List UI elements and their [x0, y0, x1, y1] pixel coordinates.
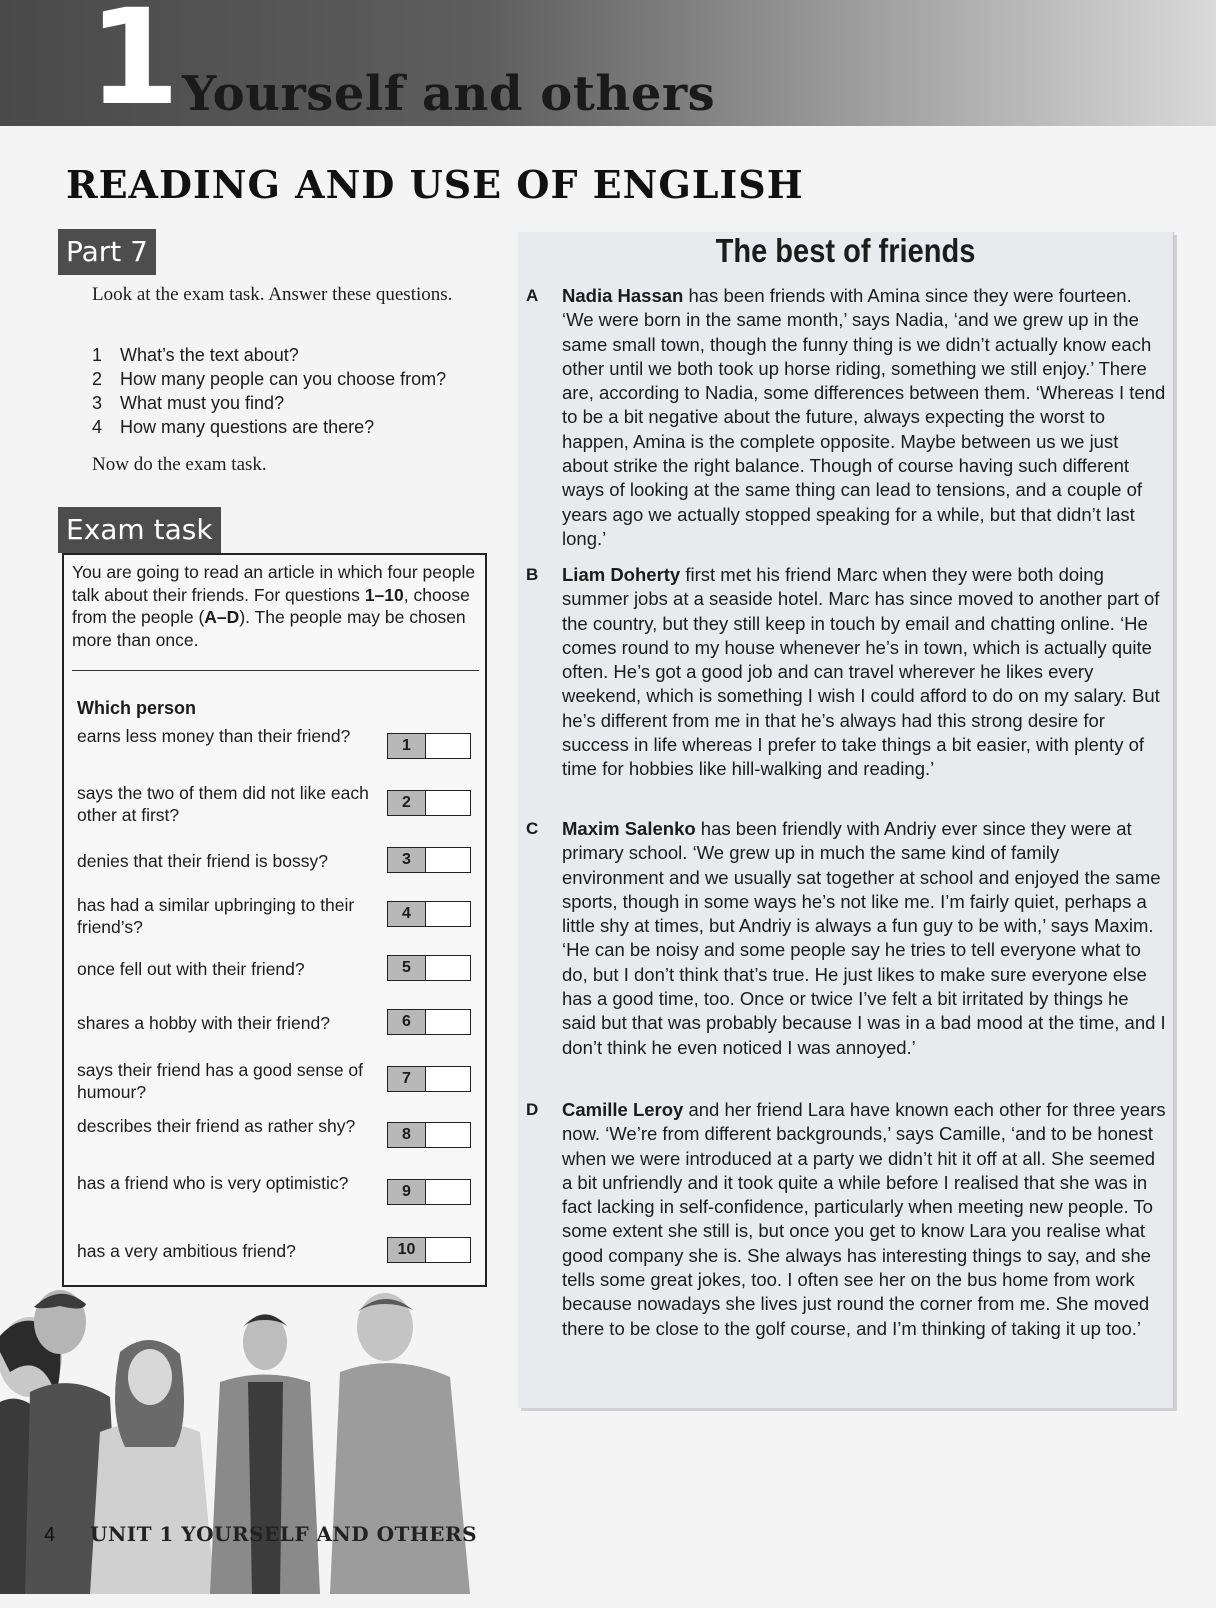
answer-number: 3	[388, 848, 426, 872]
paragraph-letter: D	[526, 1100, 539, 1119]
task-item-text: earns less money than their friend?	[77, 726, 351, 746]
task-instructions	[72, 561, 480, 651]
task-item-text: has a friend who is very optimistic?	[77, 1173, 349, 1193]
task-item-text: once fell out with their friend?	[77, 959, 305, 979]
answer-number: 1	[388, 734, 426, 758]
paragraph-text: has been friendly with Andriy ever since they were at primary school. ‘We grew up in much the same kind of family environment and we usually sat together at school and enjoyed the same sports, though in some ways he’s not like me. I’m fairly quiet, perhaps a little shy at times, but Andriy is always a fun guy to be with,’ says Maxim. ‘He can be noisy and some people say he tries to tell everyone what to do, but I don’t think that’s true. He just likes to make sure everyone else has a good time, too. Once or twice I’ve felt a bit irritated by things he said but that was probably because I was in a bad mood at the time, and I don’t think he even noticed I was annoyed.’	[562, 818, 1166, 1058]
which-person-heading: Which person	[77, 698, 197, 718]
task-item-text: has a very ambitious friend?	[77, 1241, 296, 1261]
list-item	[92, 343, 512, 367]
task-item-text: has had a similar upbringing to their friend’s?	[77, 895, 355, 937]
person-figure	[90, 1340, 215, 1594]
answer-number: 4	[388, 902, 426, 926]
question-range: 1–10	[364, 584, 404, 605]
paragraph-letter: C	[526, 819, 539, 838]
question-text: How many people can you choose from?	[120, 369, 447, 389]
question-number: 3	[92, 393, 103, 413]
answer-box[interactable]	[387, 1066, 471, 1092]
intro-question-list	[92, 343, 512, 439]
article-paragraph	[526, 284, 1166, 551]
answer-box[interactable]	[387, 1009, 471, 1035]
answer-number: 9	[388, 1180, 426, 1204]
person-figure	[210, 1314, 320, 1594]
question-text: What must you find?	[120, 393, 285, 413]
person-name: Liam Doherty	[562, 564, 681, 585]
task-item-text: says their friend has a good sense of humour?	[77, 1060, 364, 1102]
answer-box[interactable]	[387, 733, 471, 759]
instructions-text: You are going to read an article in which four people talk about their friends. For questions	[72, 562, 476, 605]
question-number: 1	[92, 345, 103, 365]
answer-number: 7	[388, 1067, 426, 1091]
list-item	[92, 367, 512, 391]
answer-box[interactable]	[387, 847, 471, 873]
question-number: 2	[92, 369, 103, 389]
people-range: A–D	[204, 607, 240, 627]
section-title: READING AND USE OF ENGLISH	[66, 162, 804, 207]
answer-box[interactable]	[387, 1237, 471, 1263]
question-number: 4	[92, 417, 103, 437]
paragraph-text: has been friends with Amina since they were fourteen. ‘We were born in the same month,’ says Nadia, ‘and we grew up in the same small town, though the funny thing is we didn’t actually know each other until we both took up horse riding, something we still enjoy.’ There are, according to Nadia, some differences between them. ‘Whereas I tend to be a bit negative about the future, always expecting the worst to happen, Amina is the complete opposite. Maybe between us we just about strike the right balance. Though of course having such different ways of looking at the same thing can lead to tensions, and a couple of years ago we actually stopped speaking for a while, but that didn’t last long.’	[562, 285, 1166, 549]
person-name: Nadia Hassan	[562, 285, 684, 306]
task-item-text: shares a hobby with their friend?	[77, 1013, 330, 1033]
list-item	[92, 391, 512, 415]
article-paragraph	[526, 563, 1166, 782]
paragraph-letter: A	[526, 286, 539, 305]
footer-unit-label: UNIT 1 YOURSELF AND OTHERS	[90, 1522, 478, 1546]
exam-task-label: Exam task	[58, 507, 221, 553]
intro-text: Look at the exam task. Answer these questions.	[92, 284, 453, 305]
answer-box[interactable]	[387, 1179, 471, 1205]
part-label: Part 7	[58, 229, 156, 275]
task-item-text: says the two of them did not like each other at first?	[77, 783, 369, 825]
answer-box[interactable]	[387, 790, 471, 816]
list-item	[92, 415, 512, 439]
article-title: The best of friends	[715, 232, 976, 269]
question-text: How many questions are there?	[120, 417, 375, 437]
instructions-text: ). The people may be chosen more than once.	[72, 607, 466, 650]
question-text: What’s the text about?	[120, 345, 299, 365]
answer-number: 2	[388, 791, 426, 815]
article-paragraph	[526, 1098, 1166, 1341]
paragraph-text: and her friend Lara have known each other for three years now. ‘We’re from different backgrounds,’ says Camille, ‘and to be honest when we were introduced at a party we didn’t hit it off at all. She seemed a bit unfriendly and it took quite a while before I realised that she was in fact lacking in self-confidence, particularly when meeting new people. To some extent she still is, but once you get to know Lara you realise what good company she is. She always has interesting things to say, and she tells some great jokes, too. I often see her on the bus home from work because nowadays she lives just round the corner from me. She moved there to be close to the golf course, and I’m thinking of taking it up too.’	[562, 1099, 1166, 1339]
divider	[72, 670, 479, 671]
person-name: Maxim Salenko	[562, 818, 696, 839]
person-name: Camille Leroy	[562, 1099, 684, 1120]
paragraph-text: first met his friend Marc when they were both doing summer jobs at a seaside hotel. Marc has since moved to another part of the country, but they still keep in touch by email and chatting online. ‘He comes round to my house whenever he’s in town, which is actually quite often. He’s got a good job and can travel wherever he likes every weekend, which is something I wish I could afford to do on my salary. But he’s different from me in that he’s always had this strong desire for success in life whereas I prefer to take things a bit easier, with plenty of time for hobbies like hill-walking and reading.’	[562, 564, 1160, 780]
answer-box[interactable]	[387, 955, 471, 981]
answer-number: 6	[388, 1010, 426, 1034]
now-do-text: Now do the exam task.	[92, 454, 267, 475]
instructions-text: , choose from the people (	[72, 584, 470, 627]
answer-box[interactable]	[387, 1122, 471, 1148]
answer-number: 5	[388, 956, 426, 980]
unit-title: Yourself and others	[182, 66, 716, 122]
unit-number: 1	[88, 0, 176, 135]
exam-task-box	[62, 553, 487, 1287]
article-panel	[518, 232, 1174, 1408]
answer-number: 8	[388, 1123, 426, 1147]
paragraph-letter: B	[526, 565, 539, 584]
task-item-text: denies that their friend is bossy?	[77, 851, 328, 871]
answer-number: 10	[388, 1238, 426, 1262]
page-number: 4	[44, 1524, 56, 1546]
person-figure	[330, 1293, 470, 1594]
answer-box[interactable]	[387, 901, 471, 927]
friends-photo	[0, 1282, 520, 1594]
task-item-text: describes their friend as rather shy?	[77, 1116, 356, 1136]
article-paragraph	[526, 817, 1166, 1060]
